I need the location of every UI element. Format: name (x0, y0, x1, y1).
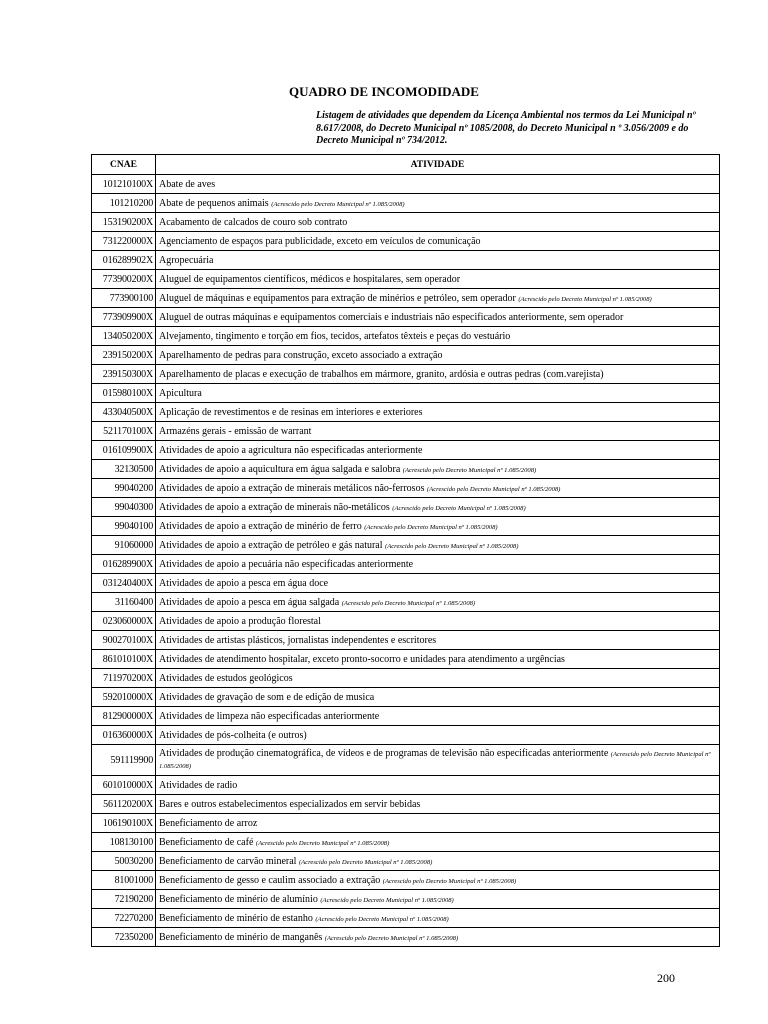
activity-text: Atividades de apoio a pesca em água doce (159, 577, 329, 589)
activity-cell (156, 536, 720, 555)
activity-cell (156, 460, 720, 479)
activity-cell (156, 251, 720, 270)
table-row (92, 479, 720, 498)
header-cnae: CNAE (92, 155, 156, 175)
table-row (92, 365, 720, 384)
activity-text: Atividades de artistas plásticos, jornalistas independentes e escritores (159, 634, 437, 646)
cnae-code: 812900000X (92, 707, 156, 726)
activity-text: Beneficiamento de arroz (159, 817, 258, 829)
amendment-note: (Acrescido pelo Decreto Municipal nº 1.085/2008) (271, 200, 405, 208)
table-row (92, 909, 720, 928)
activity-cell (156, 745, 720, 776)
cnae-code: 72190200 (92, 890, 156, 909)
amendment-note: (Acrescido pelo Decreto Municipal nº 1.085/2008) (341, 599, 476, 607)
table-row (92, 871, 720, 890)
cnae-code: 101210200 (92, 194, 156, 213)
amendment-note: (Acrescido pelo Decreto Municipal nº 1.085/2008) (255, 839, 390, 847)
table-row (92, 194, 720, 213)
activity-cell (156, 498, 720, 517)
cnae-code: 711970200X (92, 669, 156, 688)
cnae-code: 016289900X (92, 555, 156, 574)
activity-cell (156, 871, 720, 890)
cnae-code: 015980100X (92, 384, 156, 403)
activity-text: Aluguel de outras máquinas e equipamentos comerciais e industriais não especificados anteriormente, sem operador (159, 311, 624, 323)
activity-cell (156, 555, 720, 574)
table-row (92, 669, 720, 688)
cnae-code: 900270100X (92, 631, 156, 650)
activity-cell (156, 631, 720, 650)
activity-cell (156, 308, 720, 327)
activity-cell (156, 726, 720, 745)
activity-cell (156, 669, 720, 688)
activity-text: Agropecuária (159, 254, 214, 266)
table-row (92, 270, 720, 289)
activity-text: Aplicação de revestimentos e de resinas em interiores e exteriores (159, 406, 423, 418)
cnae-code: 108130100 (92, 833, 156, 852)
table-row (92, 517, 720, 536)
activity-text: Apicultura (159, 387, 202, 399)
activity-cell (156, 707, 720, 726)
activity-text: Alvejamento, tingimento e torção em fios, tecidos, artefatos têxteis e peças do vestuário (159, 330, 511, 342)
cnae-code: 031240400X (92, 574, 156, 593)
table-row (92, 536, 720, 555)
activity-cell (156, 175, 720, 194)
activity-text: Atividades de apoio a extração de minerais metálicos não-ferrosos (159, 482, 425, 494)
table-row (92, 776, 720, 795)
activity-text: Atividades de apoio a agricultura não especificadas anteriormente (159, 444, 423, 456)
table-row (92, 650, 720, 669)
table-row (92, 289, 720, 308)
cnae-code: 591119900 (92, 745, 156, 776)
cnae-code: 773909900X (92, 308, 156, 327)
activity-cell (156, 403, 720, 422)
activity-cell (156, 213, 720, 232)
table-row (92, 308, 720, 327)
activity-text: Aparelhamento de pedras para construção, exceto associado a extração (159, 349, 443, 361)
activity-cell (156, 422, 720, 441)
activity-text: Aparelhamento de placas e execução de trabalhos em mármore, granito, ardósia e outras pedras (com.varejista) (159, 368, 604, 380)
activity-text: Atividades de gravação de som e de edição de musica (159, 691, 375, 703)
activity-cell (156, 688, 720, 707)
cnae-code: 016360000X (92, 726, 156, 745)
table-row (92, 327, 720, 346)
activity-cell (156, 909, 720, 928)
cnae-code: 32130500 (92, 460, 156, 479)
amendment-note: (Acrescido pelo Decreto Municipal nº 1.085/2008) (382, 877, 517, 885)
cnae-code: 016289902X (92, 251, 156, 270)
amendment-note: (Acrescido pelo Decreto Municipal nº 1.085/2008) (364, 523, 498, 531)
cnae-code: 601010000X (92, 776, 156, 795)
cnae-code: 433040500X (92, 403, 156, 422)
table-row (92, 833, 720, 852)
activity-cell (156, 194, 720, 213)
page-number: 200 (657, 971, 675, 985)
amendment-note: (Acrescido pelo Decreto Municipal nº 1.085/2008) (298, 858, 433, 866)
cnae-code: 106190100X (92, 814, 156, 833)
cnae-code: 101210100X (92, 175, 156, 194)
activity-text: Atividades de apoio a aquicultura em água salgada e salobra (159, 463, 401, 475)
cnae-code: 99040300 (92, 498, 156, 517)
table-row (92, 384, 720, 403)
table-row (92, 612, 720, 631)
amendment-note: (Acrescido pelo Decreto Municipal nº 1.085/2008) (392, 504, 526, 512)
activity-text: Beneficiamento de minério de alumínio (159, 893, 318, 905)
cnae-code: 50030200 (92, 852, 156, 871)
table-row (92, 346, 720, 365)
activity-text: Atividades de radio (159, 779, 238, 791)
table-row (92, 852, 720, 871)
amendment-note: (Acrescido pelo Decreto Municipal nº 1.085/2008) (159, 751, 711, 770)
cnae-code: 773900200X (92, 270, 156, 289)
activity-text: Armazéns gerais - emissão de warrant (159, 425, 312, 437)
table-row (92, 422, 720, 441)
activity-text: Atividades de atendimento hospitalar, exceto pronto-socorro e unidades para atendimento a urgências (159, 653, 565, 665)
cnae-code: 561120200X (92, 795, 156, 814)
table-body (92, 175, 720, 947)
activity-text: Beneficiamento de café (159, 836, 254, 848)
amendment-note: (Acrescido pelo Decreto Municipal nº 1.085/2008) (518, 295, 652, 303)
activity-cell (156, 384, 720, 403)
activity-cell (156, 795, 720, 814)
activity-text: Atividades de apoio a produção florestal (159, 615, 321, 627)
cnae-code: 153190200X (92, 213, 156, 232)
activity-text: Abate de aves (159, 178, 216, 190)
activity-cell (156, 650, 720, 669)
activity-cell (156, 270, 720, 289)
cnae-code: 99040100 (92, 517, 156, 536)
table-row (92, 688, 720, 707)
cnae-code: 731220000X (92, 232, 156, 251)
activity-text: Atividades de apoio a pecuária não especificadas anteriormente (159, 558, 414, 570)
activity-cell (156, 776, 720, 795)
activity-text: Aluguel de equipamentos científicos, médicos e hospitalares, sem operador (159, 273, 461, 285)
table-row (92, 555, 720, 574)
table-row (92, 745, 720, 776)
table-row (92, 726, 720, 745)
cnae-code: 016109900X (92, 441, 156, 460)
table-row (92, 707, 720, 726)
activity-text: Bares e outros estabelecimentos especializados em servir bebidas (159, 798, 421, 810)
activity-text: Beneficiamento de minério de manganês (159, 931, 323, 943)
table-row (92, 403, 720, 422)
cnae-code: 023060000X (92, 612, 156, 631)
table-row (92, 460, 720, 479)
cnae-code: 134050200X (92, 327, 156, 346)
activity-text: Atividades de apoio a pesca em água salgada (159, 596, 340, 608)
amendment-note: (Acrescido pelo Decreto Municipal nº 1.085/2008) (385, 542, 519, 550)
amendment-note: (Acrescido pelo Decreto Municipal nº 1.085/2008) (320, 896, 454, 904)
activity-text: Atividades de apoio a extração de minério de ferro (159, 520, 362, 532)
activity-text: Aluguel de máquinas e equipamentos para extração de minérios e petróleo, sem operador (159, 292, 516, 304)
cnae-code: 72270200 (92, 909, 156, 928)
activity-text: Abate de pequenos animais (159, 197, 269, 209)
cnae-code: 239150200X (92, 346, 156, 365)
activity-text: Beneficiamento de carvão mineral (159, 855, 297, 867)
activity-cell (156, 517, 720, 536)
activity-cell (156, 365, 720, 384)
activity-cell (156, 928, 720, 947)
activity-text: Atividades de produção cinematográfica, de vídeos e de programas de televisão não especificadas anteriormente (159, 748, 609, 759)
activity-cell (156, 327, 720, 346)
activity-cell (156, 574, 720, 593)
activity-cell (156, 612, 720, 631)
table-row (92, 251, 720, 270)
activity-cell (156, 814, 720, 833)
table-row (92, 928, 720, 947)
activity-text: Acabamento de calcados de couro sob contrato (159, 216, 348, 228)
cnae-code: 521170100X (92, 422, 156, 441)
activity-text: Atividades de pós-colheita (e outros) (159, 729, 307, 741)
table-row (92, 814, 720, 833)
activities-table (91, 154, 720, 947)
cnae-code: 592010000X (92, 688, 156, 707)
activity-cell (156, 479, 720, 498)
activity-text: Atividades de apoio a extração de petróleo e gás natural (159, 539, 383, 551)
table-row (92, 890, 720, 909)
activity-text: Beneficiamento de gesso e caulim associado a extração (159, 874, 381, 886)
activity-cell (156, 852, 720, 871)
activity-cell (156, 232, 720, 251)
amendment-note: (Acrescido pelo Decreto Municipal nº 1.085/2008) (324, 934, 459, 942)
amendment-note: (Acrescido pelo Decreto Municipal nº 1.085/2008) (402, 466, 537, 474)
table-row (92, 795, 720, 814)
table-row (92, 498, 720, 517)
activity-cell (156, 833, 720, 852)
amendment-note: (Acrescido pelo Decreto Municipal nº 1.085/2008) (426, 485, 561, 493)
activity-text: Atividades de estudos geológicos (159, 672, 293, 684)
activity-cell (156, 441, 720, 460)
table-row (92, 175, 720, 194)
activity-text: Atividades de apoio a extração de minerais não-metálicos (159, 501, 390, 513)
activity-cell (156, 593, 720, 612)
cnae-code: 81001000 (92, 871, 156, 890)
document-title: QUADRO DE INCOMODIDADE (289, 84, 479, 99)
activity-text: Beneficiamento de minério de estanho (159, 912, 313, 924)
table-header-row (92, 155, 720, 175)
activity-text: Agenciamento de espaços para publicidade, exceto em veículos de comunicação (159, 235, 481, 247)
activity-cell (156, 890, 720, 909)
amendment-note: (Acrescido pelo Decreto Municipal nº 1.085/2008) (315, 915, 449, 923)
activity-text: Atividades de limpeza não especificadas anteriormente (159, 710, 380, 722)
table-row (92, 593, 720, 612)
table-row (92, 631, 720, 650)
table-row (92, 213, 720, 232)
cnae-code: 72350200 (92, 928, 156, 947)
table-row (92, 574, 720, 593)
document-subtitle: Listagem de atividades que dependem da Licença Ambiental nos termos da Lei Municipal nº 8.617/2008, do Decreto Municipal nº 1085/2008, do Decreto Municipal n º 3.056/2009 e do Decreto Municipal nº 734/2012. (316, 110, 696, 146)
cnae-code: 773900100 (92, 289, 156, 308)
cnae-code: 91060000 (92, 536, 156, 555)
cnae-code: 861010100X (92, 650, 156, 669)
cnae-code: 99040200 (92, 479, 156, 498)
header-atividade: ATIVIDADE (156, 155, 720, 175)
activity-cell (156, 289, 720, 308)
cnae-code: 239150300X (92, 365, 156, 384)
table-row (92, 232, 720, 251)
table-row (92, 441, 720, 460)
cnae-code: 31160400 (92, 593, 156, 612)
activity-cell (156, 346, 720, 365)
